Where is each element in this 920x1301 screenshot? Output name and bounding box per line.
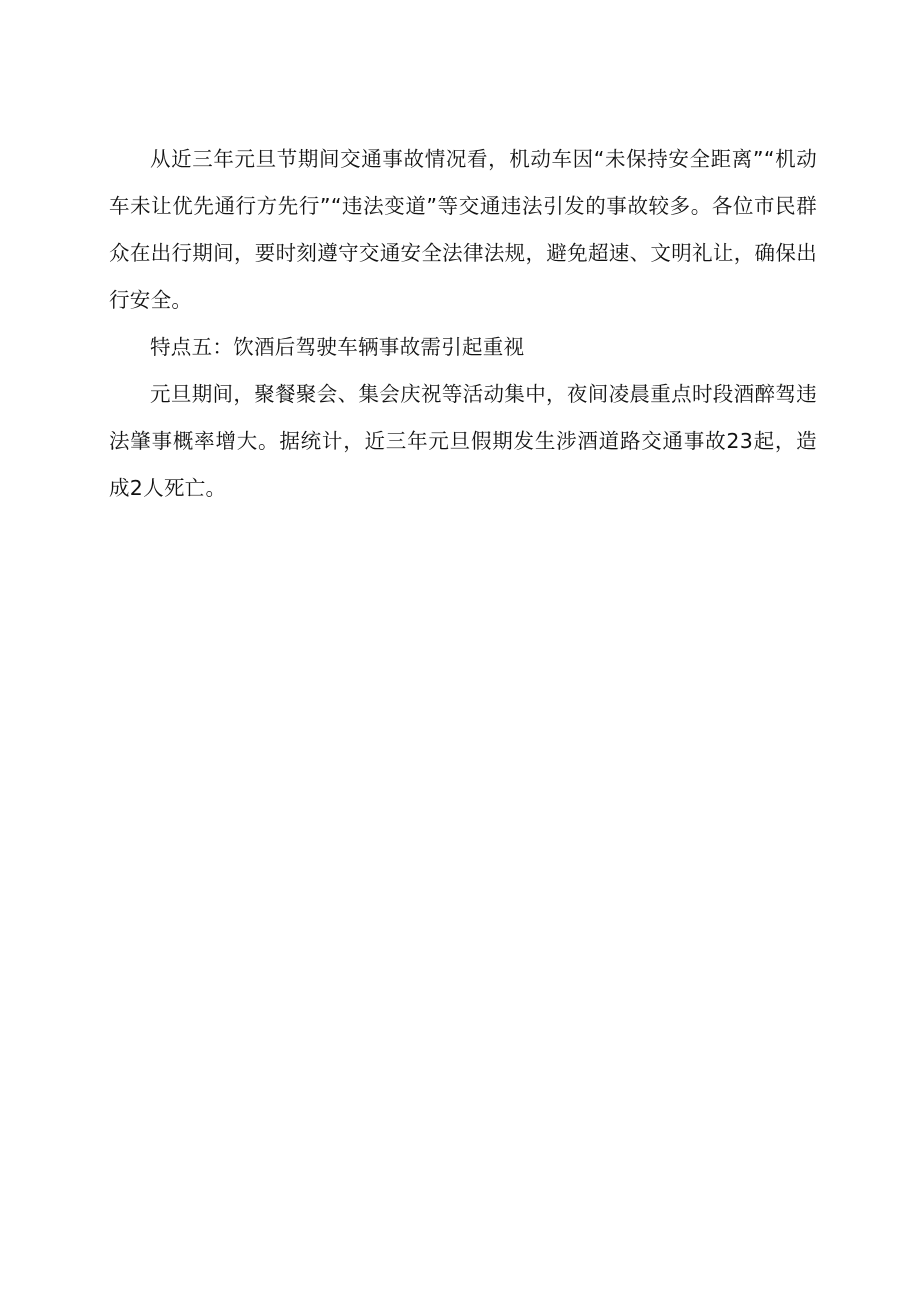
paragraph-traffic-violations: 从近三年元旦节期间交通事故情况看，机动车因“未保持安全距离”“机动车未让优先通行方先行”“违法变道”等交通违法引发的事故较多。各位市民群众在出行期间，要时刻遵守交通安全法律法规，避免超速、文明礼让，确保出行安全。: [109, 147, 817, 312]
document-body: [109, 136, 817, 512]
section-heading-feature-five: 特点五：饮酒后驾驶车辆事故需引起重视: [150, 335, 525, 359]
paragraph-drunk-driving: 元旦期间，聚餐聚会、集会庆祝等活动集中，夜间凌晨重点时段酒醉驾违法肇事概率增大。据统计，近三年元旦假期发生涉酒道路交通事故23起，造成2人死亡。: [109, 382, 817, 500]
